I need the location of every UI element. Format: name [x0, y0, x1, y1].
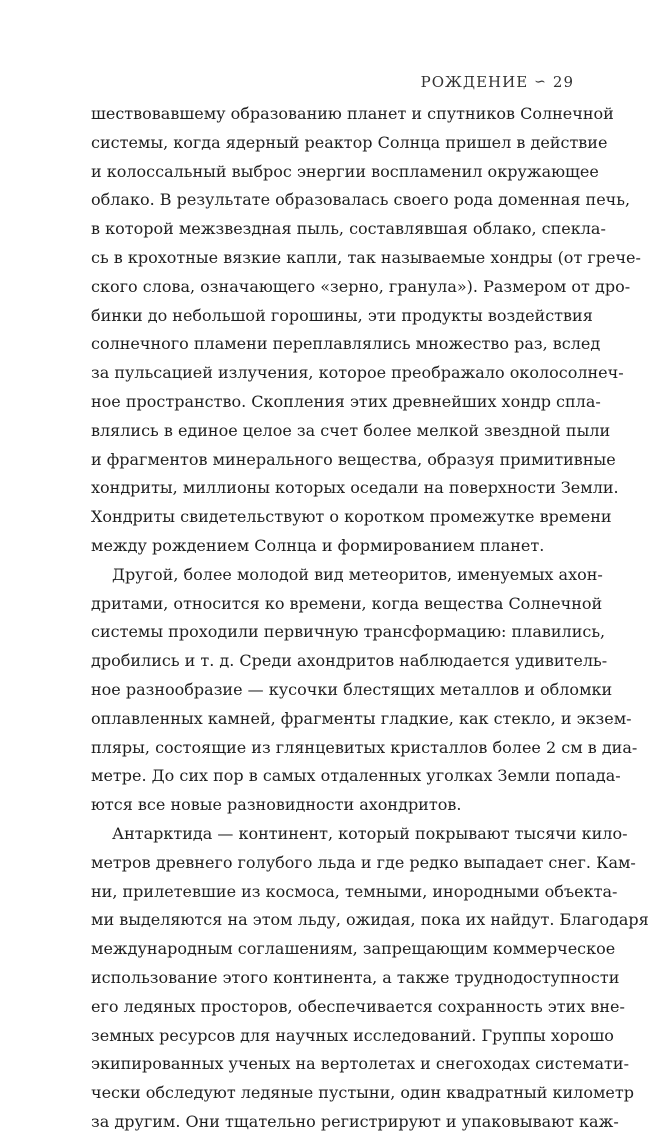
page-number: 29 — [552, 73, 574, 91]
text-line: ми выделяются на этом льду, ожидая, пока их найдут. Благодаря — [91, 910, 649, 930]
text-line: его ледяных просторов, обеспечивается сохранность этих вне- — [91, 996, 625, 1016]
text-line: системы, когда ядерный реактор Солнца пришел в действие — [91, 132, 608, 152]
text-line: Хондриты свидетельствуют о коротком промежутке времени — [91, 507, 612, 527]
text-line: между рождением Солнца и формированием планет. — [91, 535, 545, 555]
text-line: ского слова, означающего «зерно, гранула»). Размером от дро- — [91, 276, 631, 296]
chapter-title: РОЖДЕНИЕ — [420, 73, 529, 91]
text-line: шествовавшему образованию планет и спутников Солнечной — [91, 104, 614, 123]
text-line: использование этого континента, а также труднодоступности — [91, 967, 620, 987]
text-line: чески обследуют ледяные пустыни, один квадратный километр — [91, 1083, 634, 1103]
text-line: Антарктида — континент, который покрывают тысячи кило- — [112, 823, 628, 843]
text-line: пляры, состоящие из глянцевитых кристаллов более 2 см в диа- — [91, 737, 638, 757]
text-line: земных ресурсов для научных исследований. Группы хорошо — [91, 1025, 614, 1045]
text-line: влялись в единое целое за счет более мелкой звездной пыли — [91, 420, 611, 440]
text-line: ное пространство. Скопления этих древнейших хондр спла- — [91, 391, 601, 411]
paragraph — [91, 100, 641, 561]
text-line: за пульсацией излучения, которое преображало околосолнеч- — [91, 363, 624, 383]
text-line: ются все новые разновидности ахондритов. — [91, 795, 462, 815]
text-line: ное разнообразие — кусочки блестящих металлов и обломки — [91, 679, 613, 699]
text-line: и колоссальный выброс энергии воспламенил окружающее — [91, 161, 599, 181]
text-line: дритами, относится ко времени, когда вещества Солнечной — [91, 593, 603, 613]
text-line: метров древнего голубого льда и где редко выпадает снег. Кам- — [91, 852, 636, 872]
text-line: хондриты, миллионы которых оседали на поверхности Земли. — [91, 478, 619, 498]
text-line: облако. В результате образовалась своего рода доменная печь, — [91, 190, 631, 210]
page-body — [91, 100, 649, 1137]
paragraph — [91, 820, 649, 1137]
text-line: оплавленных камней, фрагменты гладкие, как стекло, и экзем- — [91, 708, 632, 728]
text-line: ни, прилетевшие из космоса, темными, инородными объекта- — [91, 881, 618, 901]
text-line: дробились и т. д. Среди ахондритов наблюдается удивитель- — [91, 651, 608, 671]
text-line: и фрагментов минерального вещества, образуя примитивные — [91, 449, 616, 469]
text-line: солнечного пламени переплавлялись множество раз, вслед — [91, 334, 601, 354]
text-line: Другой, более молодой вид метеоритов, именуемых ахон- — [112, 564, 603, 584]
text-line: международным соглашениям, запрещающим коммерческое — [91, 939, 616, 959]
paragraph — [91, 561, 638, 820]
header-separator-icon: ∽ — [534, 74, 547, 90]
text-line: метре. До сих пор в самых отдаленных уголках Земли попада- — [91, 766, 621, 786]
running-header — [421, 73, 574, 91]
text-line: системы проходили первичную трансформацию: плавились, — [91, 622, 606, 642]
text-line: в которой межзвездная пыль, составлявшая облако, спекла- — [91, 219, 606, 239]
text-line: экипированных ученых на вертолетах и снегоходах системати- — [91, 1054, 629, 1074]
text-line: за другим. Они тщательно регистрируют и упаковывают каж- — [91, 1111, 619, 1131]
text-line: бинки до небольшой горошины, эти продукты воздействия — [91, 305, 593, 325]
text-line: сь в крохотные вязкие капли, так называемые хондры (от грече- — [91, 247, 641, 267]
